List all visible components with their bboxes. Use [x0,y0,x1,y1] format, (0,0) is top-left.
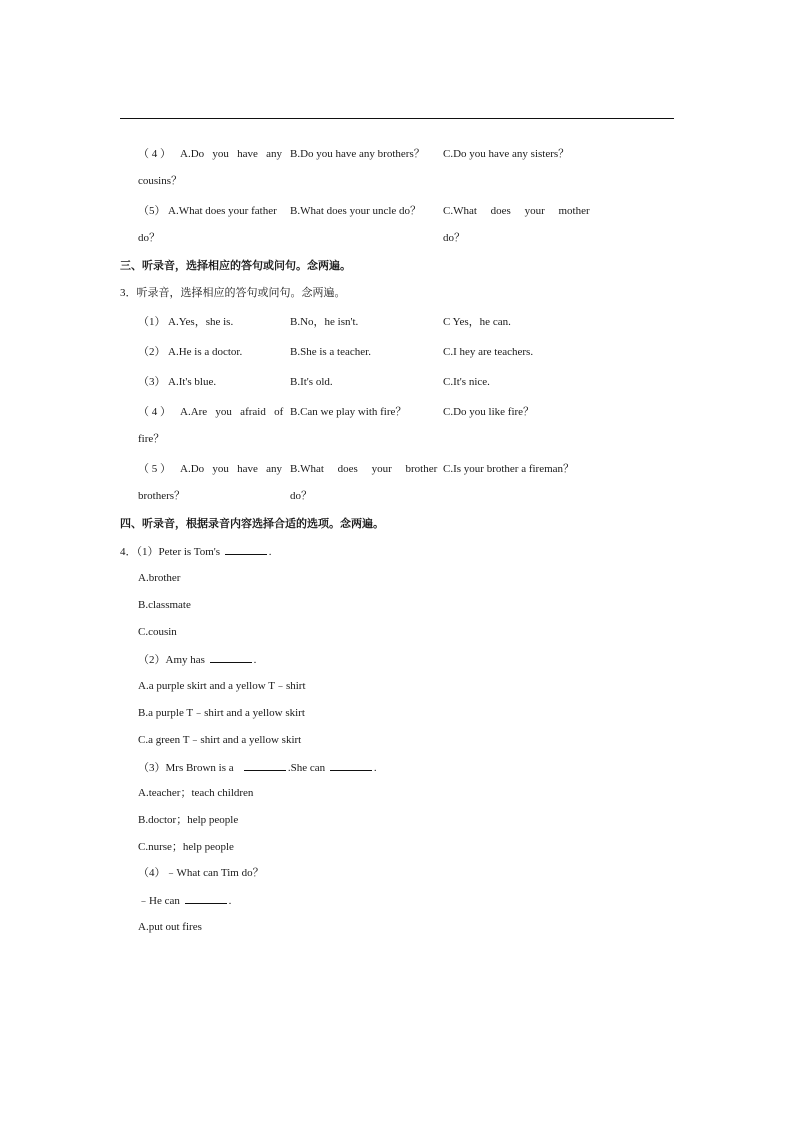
s3-item3-number: （3） [138,376,166,388]
q5-option-b: B.What does your uncle do？ [290,205,422,217]
s3-item4-option-a: A.Are you afraid of [180,406,284,418]
s3-item4-option-a-cont: fire？ [138,433,165,445]
s4-q3-option-b: B.doctor；help people [138,814,239,826]
s4-q4-line1: （4）﹣What can Tim do？ [138,867,264,879]
s3-item2-option-a: A.He is a doctor. [168,346,243,358]
s4-q1-option-a: A.brother [138,572,181,584]
q4-option-a: A.Do you have any [180,148,283,160]
s4-q4-option-a: A.put out fires [138,921,202,933]
s3-item5-number: （ 5 ） [138,463,171,475]
s3-item5-option-b: B.What does your brother [290,463,438,475]
s4-q3 [138,760,377,775]
s3-item5-option-c: C.Is your brother a fireman？ [443,463,575,475]
q4-option-a-cont: cousins？ [138,175,182,187]
q5-option-a-cont: do？ [138,232,160,244]
s3-item1-option-c: C Yes，he can. [443,316,511,328]
s3-item3-option-c: C.It's nice. [443,376,490,388]
s3-item1-number: （1） [138,316,166,328]
s4-q3-option-c: C.nurse；help people [138,841,234,853]
answer-blank [185,893,227,904]
s4-q3-suffix: . [373,762,377,774]
s4-q1 [120,544,272,559]
answer-blank [244,760,286,771]
s4-q2-option-c: C.a green T﹣shirt and a yellow skirt [138,734,302,746]
s3-item4-number: （ 4 ） [138,406,171,418]
s3-item1-option-a: A.Yes，she is. [168,316,234,328]
q5-option-c-cont: do？ [443,232,465,244]
section3-heading: 三、听录音，选择相应的答句或问句。念两遍。 [120,260,351,272]
s3-item3-option-b: B.It's old. [290,376,333,388]
answer-blank [210,652,252,663]
section4-heading: 四、听录音，根据录音内容选择合适的选项。念两遍。 [120,518,384,530]
s3-item4-option-c: C.Do you like fire？ [443,406,535,418]
s4-q3-mid: .She can [287,762,326,774]
s3-item2-option-c: C.I hey are teachers. [443,346,534,358]
answer-blank [225,544,267,555]
s4-q1-option-c: C.cousin [138,626,177,638]
s4-q3-prefix: （3）Mrs Brown is a [138,762,234,774]
section3-question: 3．听录音，选择相应的答句或问句。念两遍。 [120,287,346,299]
s3-item2-option-b: B.She is a teacher. [290,346,371,358]
s4-q2-option-b: B.a purple T﹣shirt and a yellow skirt [138,707,305,719]
q4-option-c: C.Do you have any sisters？ [443,148,570,160]
answer-blank [330,760,372,771]
s4-q2-prefix: （2）Amy has [138,654,205,666]
s3-item3-option-a: A.It's blue. [168,376,217,388]
s4-q1-prefix: 4．（1）Peter is Tom's [120,546,221,558]
q5-number: （5） [138,205,166,217]
s4-q4-line2-prefix: ﹣He can [138,895,180,907]
s4-q4-line2-suffix: . [228,895,232,907]
header-rule [120,118,674,119]
s3-item5-option-a-cont: brothers？ [138,490,186,502]
s3-item1-option-b: B.No，he isn't. [290,316,359,328]
s4-q3-option-a: A.teacher；teach children [138,787,254,799]
s4-q2-option-a: A.a purple skirt and a yellow T﹣shirt [138,680,306,692]
s4-q1-option-b: B.classmate [138,599,191,611]
q5-option-c: C.What does your mother [443,205,590,217]
s4-q4-line2 [138,893,231,908]
s3-item5-option-a: A.Do you have any [180,463,283,475]
q4-option-b: B.Do you have any brothers？ [290,148,425,160]
s4-q2 [138,652,256,667]
q5-option-a: A.What does your father [168,205,277,217]
s3-item4-option-b: B.Can we play with fire？ [290,406,407,418]
s3-item5-option-b-cont: do？ [290,490,312,502]
s4-q2-suffix: . [253,654,257,666]
q4-number: （ 4 ） [138,148,171,160]
s4-q1-suffix: . [268,546,272,558]
s3-item2-number: （2） [138,346,166,358]
